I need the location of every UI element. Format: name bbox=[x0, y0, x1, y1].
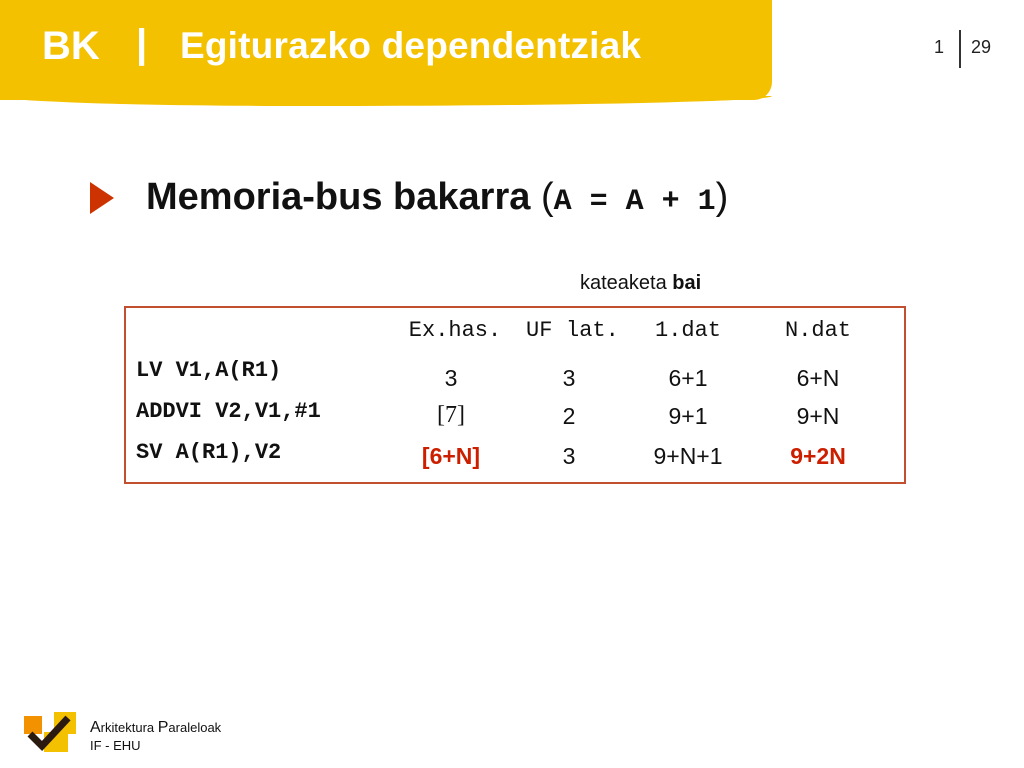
first-data-cell: 9+1 bbox=[668, 403, 708, 429]
start-cell: 3 bbox=[444, 365, 458, 391]
latency-cell: 2 bbox=[562, 403, 576, 429]
last-data-cell: 9+N bbox=[796, 403, 840, 429]
column-header-latency: lat. bbox=[566, 318, 619, 343]
first-data-cell: 9+N+1 bbox=[653, 443, 723, 469]
checkmark-logo-icon bbox=[24, 712, 76, 752]
start-cell: [7] bbox=[437, 402, 465, 428]
instruction-cell: LV V1,A(R1) bbox=[136, 358, 282, 383]
footer-institution: IF - EHU bbox=[90, 738, 141, 753]
column-header-uf: UF bbox=[526, 318, 553, 343]
heading-text: Memoria-bus bakarra bbox=[146, 176, 531, 218]
section-heading bbox=[146, 176, 728, 219]
first-data-cell: 6+1 bbox=[668, 365, 708, 391]
footer-course-name: Arkitektura Paraleloak bbox=[90, 719, 222, 736]
brand-label: BK bbox=[42, 24, 100, 68]
bullet-arrow-icon bbox=[90, 182, 114, 214]
page-divider bbox=[959, 30, 961, 68]
latency-cell: 3 bbox=[562, 443, 576, 469]
page-current: 1 bbox=[934, 37, 945, 57]
start-cell-highlight: [6+N] bbox=[421, 443, 481, 469]
chaining-caption bbox=[580, 272, 701, 295]
heading-paren-open: ( bbox=[540, 176, 554, 218]
heading-code: A = A + 1 bbox=[553, 185, 716, 219]
column-header-first-data: 1.dat bbox=[654, 318, 722, 343]
column-header-last-data: N.dat bbox=[784, 318, 852, 343]
title-separator: | bbox=[136, 22, 148, 66]
instruction-cell: ADDVI V2,V1,#1 bbox=[136, 399, 321, 424]
heading-paren-close: ) bbox=[715, 176, 729, 218]
last-data-cell: 6+N bbox=[796, 365, 840, 391]
instruction-cell: SV A(R1),V2 bbox=[136, 440, 282, 465]
column-header-start: Ex.has. bbox=[408, 318, 502, 343]
chaining-label: kateaketa bbox=[580, 272, 667, 294]
last-data-cell-highlight: 9+2N bbox=[790, 443, 846, 469]
latency-cell: 3 bbox=[562, 365, 576, 391]
slide-title: Egiturazko dependentziak bbox=[180, 25, 642, 66]
chaining-value: bai bbox=[672, 272, 702, 294]
page-total: 29 bbox=[971, 37, 992, 57]
